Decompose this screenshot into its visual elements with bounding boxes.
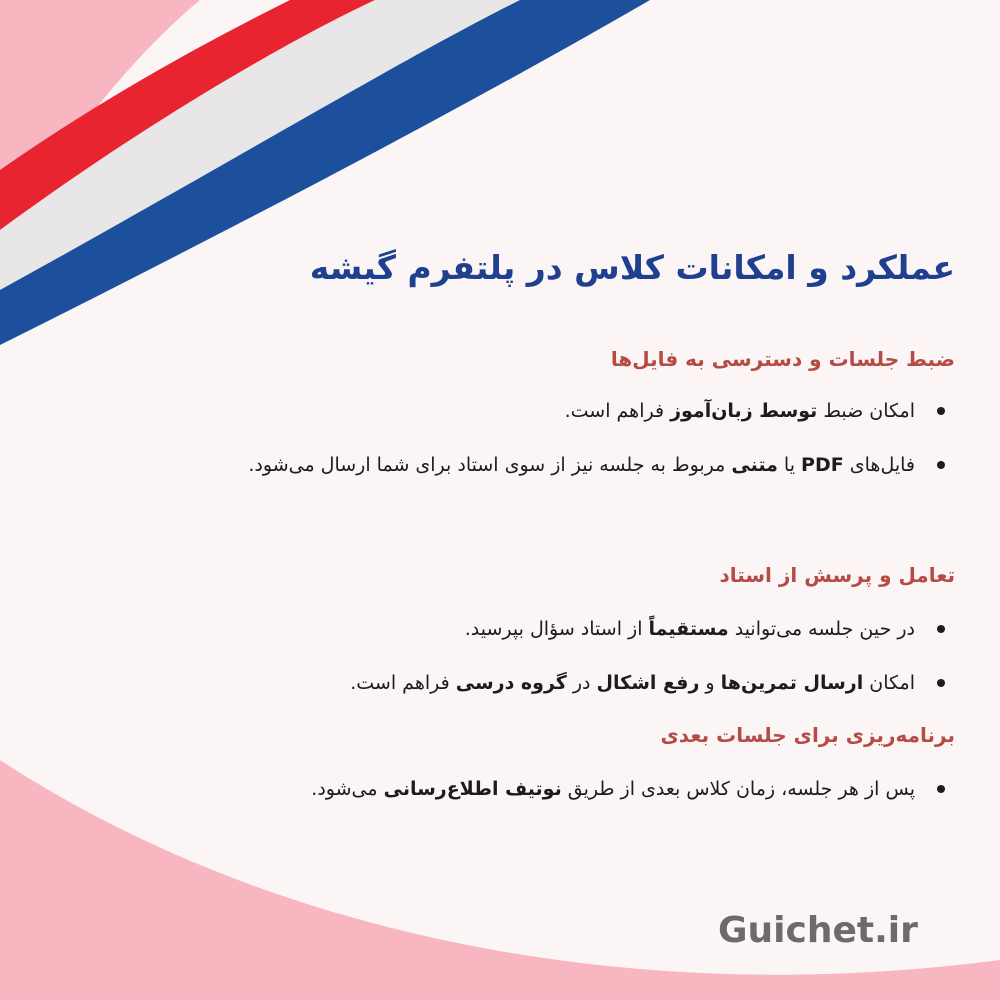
bullet-list-planning — [105, 762, 955, 816]
section-heading-interaction: تعامل و پرسش از استاد — [719, 563, 955, 587]
section-heading-recordings: ضبط جلسات و دسترسی به فایل‌ها — [610, 347, 955, 371]
list-item: امکان ضبط توسط زبان‌آموز فراهم است. — [105, 384, 915, 438]
bullet-list-interaction — [105, 602, 955, 710]
list-item: پس از هر جلسه، زمان کلاس بعدی از طریق نوتیف اطلاع‌رسانی می‌شود. — [105, 762, 915, 816]
site-watermark: Guichet.ir — [718, 910, 918, 951]
bullet-list-recordings — [105, 384, 955, 492]
section-heading-planning: برنامه‌ریزی برای جلسات بعدی — [660, 723, 955, 747]
page-title: عملکرد و امکانات کلاس در پلتفرم گیشه — [309, 248, 955, 287]
list-item: در حین جلسه می‌توانید مستقیماً از استاد سؤال بپرسید. — [105, 602, 915, 656]
list-item: امکان ارسال تمرین‌ها و رفع اشکال در گروه درسی فراهم است. — [105, 656, 915, 710]
list-item: فایل‌های PDF یا متنی مربوط به جلسه نیز از سوی استاد برای شما ارسال می‌شود. — [105, 438, 915, 492]
